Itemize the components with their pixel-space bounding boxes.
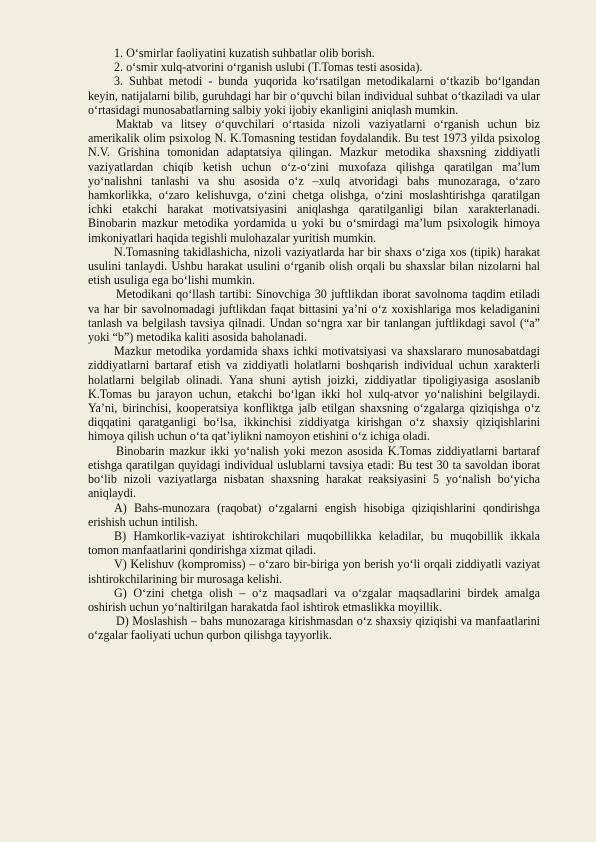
list-item-1: 1. O‘smirlar faoliyatini kuzatish suhbatlar olib borish. [114,46,375,60]
style-item-b: B) Hamkorlik-vaziyat ishtirokchilari muqobillikka keladilar, bu muqobillik ikkala tomon manfaatlarini qondirishga xizmat qiladi. [88,528,540,558]
list-item-3: 3. Suhbat metodi - bunda yuqorida ko‘rsatilgan metodikalarni o‘tkazib bo‘lgandan keyin, natijalarni bilib, guruhdagi har bir o‘quvchi bilan individual suhbat o‘tkaziladi va ular o‘rtasidagi munosabatlarning salbiy yoki ijobiy ekanligini aniqlash mumkin. [88,74,540,117]
style-item-a: A) Bahs-munozara (raqobat) o‘zgalarni engish hisobiga qiziqishlarini qondirishga erishish uchun intilish. [88,500,540,529]
paragraph-method-purpose: Mazkur metodika yordamida shaxs ichki motivatsiyasi va shaxslararo munosabatdagi ziddiyatlarni bartaraf etish va ziddiyatli holatlarni boshqarish individual uchun xarakterli holatlarni belgilab olinadi. Yana shuni aytish joizki, ziddiyatlar tipoligiyasiga asoslanib K.Tomas bu jarayon uchun, etakchi bo‘lgan ikki hol xulq-atvor yo‘nalishini belgilaydi. Ya’ni, birinchisi, kooperatsiya konfliktga jalb etilgan shaxsning o‘zgalarga qiziqishga o‘z diqqatini qaratganligi bo‘lsa, ikkinchisi ziddiyatga kirishgan o‘z shaxsiy qiziqishlarini himoya qilish uchun o‘ta qat’iylikni namoyon etishini o‘z ichiga oladi. [88,344,540,444]
list-item-2: 2. o‘smir xulq-atvorini o‘rganish uslubi (T.Tomas testi asosida). [114,60,423,75]
paragraph-method-procedure: Metodikani qo‘llash tartibi: Sinovchiga 30 juftlikdan iborat savolnoma taqdim etiladi va har bir savolnomadagi juftlikdan faqat bittasini ya’ni o‘z xoxishlariga mos keladiganini tanlash va belgilash tavsiya qilnadi. Undan so‘ngra xar bir tanlangan juftlikdagi savol (“a” yoki “b”) metodika kaliti asosida baholanadi. [88,287,540,345]
style-item-d: D) Moslashish – bahs munozaraga kirishmasdan o‘z shaxsiy qiziqishi va manfaatlarini o‘zgalar faoliyati uchun qurbon qilishga tayyorlik. [88,614,540,643]
style-item-g: G) O‘zini chetga olish – o‘z maqsadlari va o‘zgalar maqsadlarini birdek amalga oshirish uchun yo‘naltirilgan harakatda faol ishtirok etmaslikka moyillik. [88,585,540,614]
paragraph-thomas-test-intro: Maktab va litsey o‘quvchilari o‘rtasida nizoli vaziyatlarni o‘rganish uchun biz amerikalik olim psixolog N. K.Tomasning testidan foydalandik. Bu test 1973 yilda psixolog N.V. Grishina tomonidan adaptatsiya qilingan. Mazkur metodika shaxsning ziddiyatli vaziyatlardan chiqib ketish uchun o‘z-o‘zini muxofaza qilishga qaratilgan ma’lum yo‘nalishni tanlashi va shu asosida o‘z –xulq atvoridagi bahs munozaraga, o‘zaro hamkorlikka, o‘zaro kelishuvga, o‘zini chetga olishga, o‘zini moslashtirishga qaratilgan ichki etakchi harakat motivatsiyasini aniqlashga qaratilganligi bilan xarakterlanadi. Binobarin mazkur metodika yordamida u yoki bu o‘smirdagi ma’lum psixologik himoya imkoniyatlari haqida tegishli mulohazalar yuritish mumkin. [88,117,540,245]
document-page [88,46,540,643]
paragraph-individual-styles: Binobarin mazkur ikki yo‘nalish yoki mezon asosida K.Tomas ziddiyatlarni bartaraf etishga qaratilgan quyidagi individual uslublarni tavsiya etadi: Bu test 30 ta savoldan iborat bo‘lib nizoli vaziyatlarga nisbatan shaxsning harakat reaksiyasini 5 yo‘nalish bo‘yicha aniqlaydi. [88,443,540,501]
paragraph-thomas-claim: N.Tomasning takidlashicha, nizoli vaziyatlarda har bir shaxs o‘ziga xos (tipik) harakat usulini tanlaydi. Ushbu harakat usulini o‘rganib olish orqali bu shaxslar bilan nizolarni hal etish usuliga ega bo‘lishi mumkin. [88,244,540,288]
style-item-v: V) Kelishuv (kompromiss) – o‘zaro bir-biriga yon berish yo‘li orqali ziddiyatli vaziyat ishtirokchilarining bir murosaga kelishi. [88,557,540,586]
